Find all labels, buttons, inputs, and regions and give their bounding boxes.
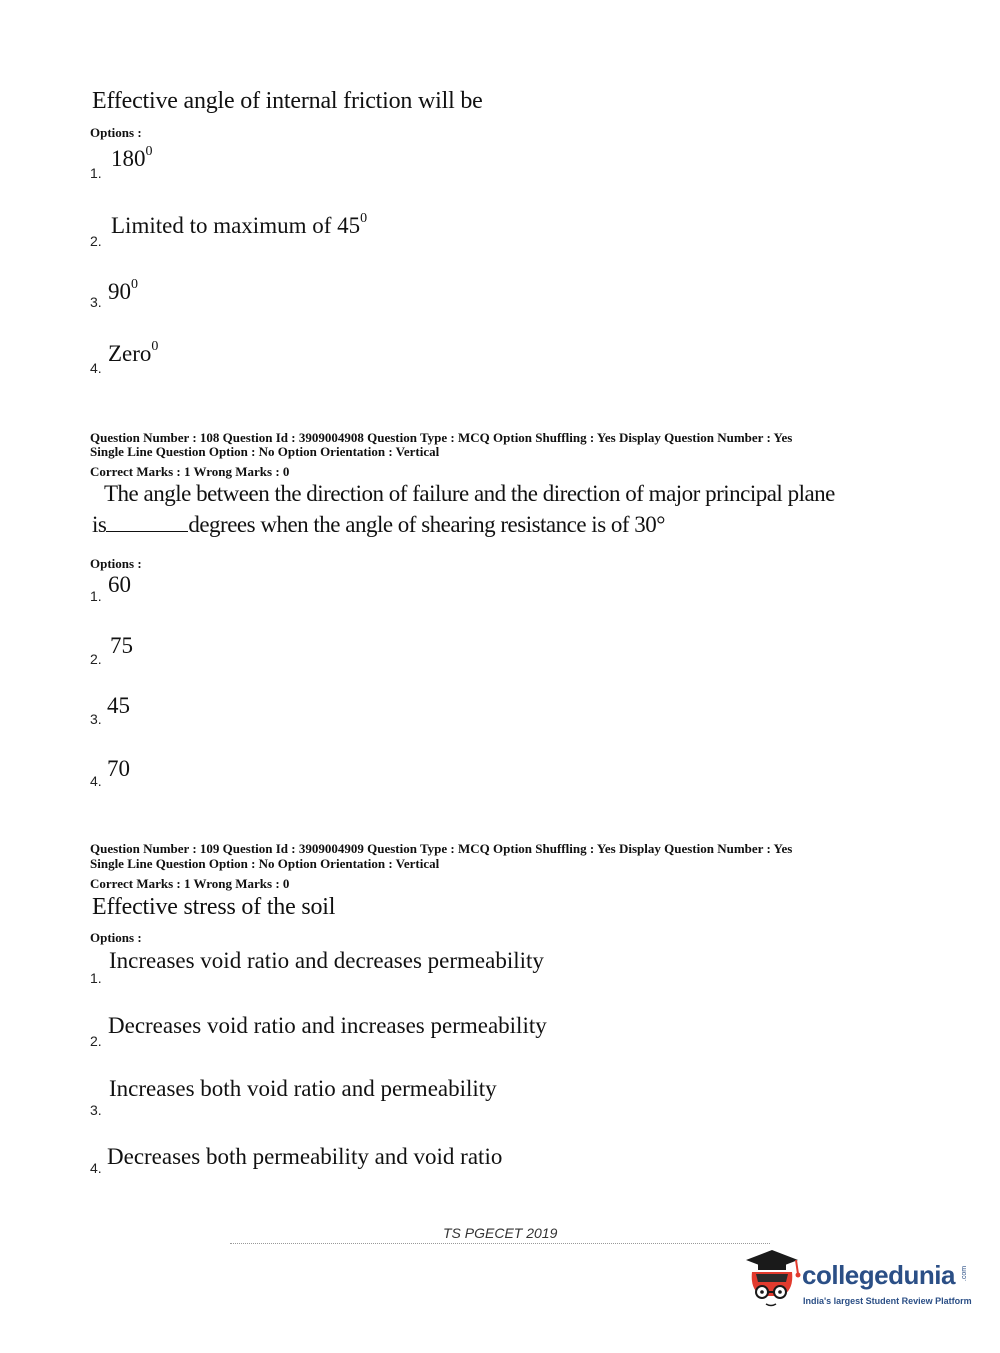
q109-option-2-text: Decreases void ratio and increases permeability: [108, 1013, 547, 1038]
q108-text-prefix: is: [92, 512, 107, 537]
logo-tagline: India's largest Student Review Platform: [803, 1296, 972, 1306]
q107-option-4: [108, 341, 158, 367]
q108-option-2-text: 75: [110, 633, 133, 658]
q107-option-3: [108, 279, 138, 305]
q107-option-2: [111, 213, 367, 239]
q109-option-3-number: 3.: [90, 1102, 102, 1118]
q107-option-4-text: Zero: [108, 341, 152, 366]
q107-option-2-text: Limited to maximum of 45: [111, 213, 361, 238]
q108-text-suffix: degrees when the angle of shearing resistance is of 30°: [188, 512, 666, 537]
q108-answer-blank: [106, 513, 188, 532]
q108-meta-line2: Single Line Question Option : No Option Orientation : Vertical: [90, 444, 440, 459]
q107-option-3-sup: 0: [131, 277, 138, 293]
q109-option-3-text: Increases both void ratio and permeability: [109, 1076, 497, 1101]
q109-options-label: Options :: [90, 930, 142, 945]
q109-option-2-number: 2.: [90, 1033, 102, 1049]
q109-option-4-number: 4.: [90, 1160, 102, 1176]
q108-question-text-line2: [92, 512, 665, 538]
q108-options-label: Options :: [90, 556, 142, 571]
footer-divider: [230, 1243, 770, 1244]
q109-question-text: Effective stress of the soil: [92, 894, 336, 920]
q108-option-1-text: 60: [108, 572, 131, 597]
q107-question-text: Effective angle of internal friction will be: [92, 88, 483, 114]
logo-wordmark: collegedunia: [802, 1260, 955, 1290]
q109-meta-line2: Single Line Question Option : No Option Orientation : Vertical: [90, 856, 440, 871]
q107-option-3-number: 3.: [90, 294, 102, 310]
q109-meta-line1: Question Number : 109 Question Id : 3909004909 Question Type : MCQ Option Shuffling : Yes Display Question Number : Yes: [90, 841, 793, 856]
q107-options-label: Options :: [90, 125, 142, 140]
q108-option-4-number: 4.: [90, 773, 102, 789]
q107-option-1-sup: 0: [145, 144, 153, 160]
q107-option-2-number: 2.: [90, 233, 102, 249]
q108-question-text-line1: The angle between the direction of failure and the direction of major principal plane: [104, 481, 835, 506]
logo-com: .com: [961, 1265, 969, 1282]
q107-option-1-text: 180: [111, 146, 146, 171]
q109-option-1-text: Increases void ratio and decreases permeability: [109, 948, 544, 973]
collegedunia-logo: [740, 1246, 972, 1318]
q107-option-2-sup: 0: [360, 211, 368, 227]
q107-option-1-number: 1.: [90, 165, 102, 181]
q107-option-4-number: 4.: [90, 360, 102, 376]
q109-option-4-text: Decreases both permeability and void ratio: [107, 1144, 503, 1169]
q108-option-2-number: 2.: [90, 651, 102, 667]
q107-option-4-sup: 0: [151, 339, 159, 355]
q108-meta-line1: Question Number : 108 Question Id : 3909004908 Question Type : MCQ Option Shuffling : Yes Display Question Number : Yes: [90, 430, 793, 445]
q107-option-3-text: 90: [108, 279, 131, 304]
footer-exam-title: TS PGECET 2019: [443, 1225, 558, 1241]
q109-option-1-number: 1.: [90, 970, 102, 986]
q108-marks: Correct Marks : 1 Wrong Marks : 0: [90, 464, 290, 479]
q109-marks: Correct Marks : 1 Wrong Marks : 0: [90, 876, 290, 891]
q108-option-4-text: 70: [107, 756, 130, 781]
q108-option-3-text: 45: [107, 693, 130, 718]
graduate-mascot-icon: [740, 1246, 802, 1312]
q108-option-3-number: 3.: [90, 711, 102, 727]
q108-option-1-number: 1.: [90, 588, 102, 604]
q107-option-1: [111, 146, 153, 172]
